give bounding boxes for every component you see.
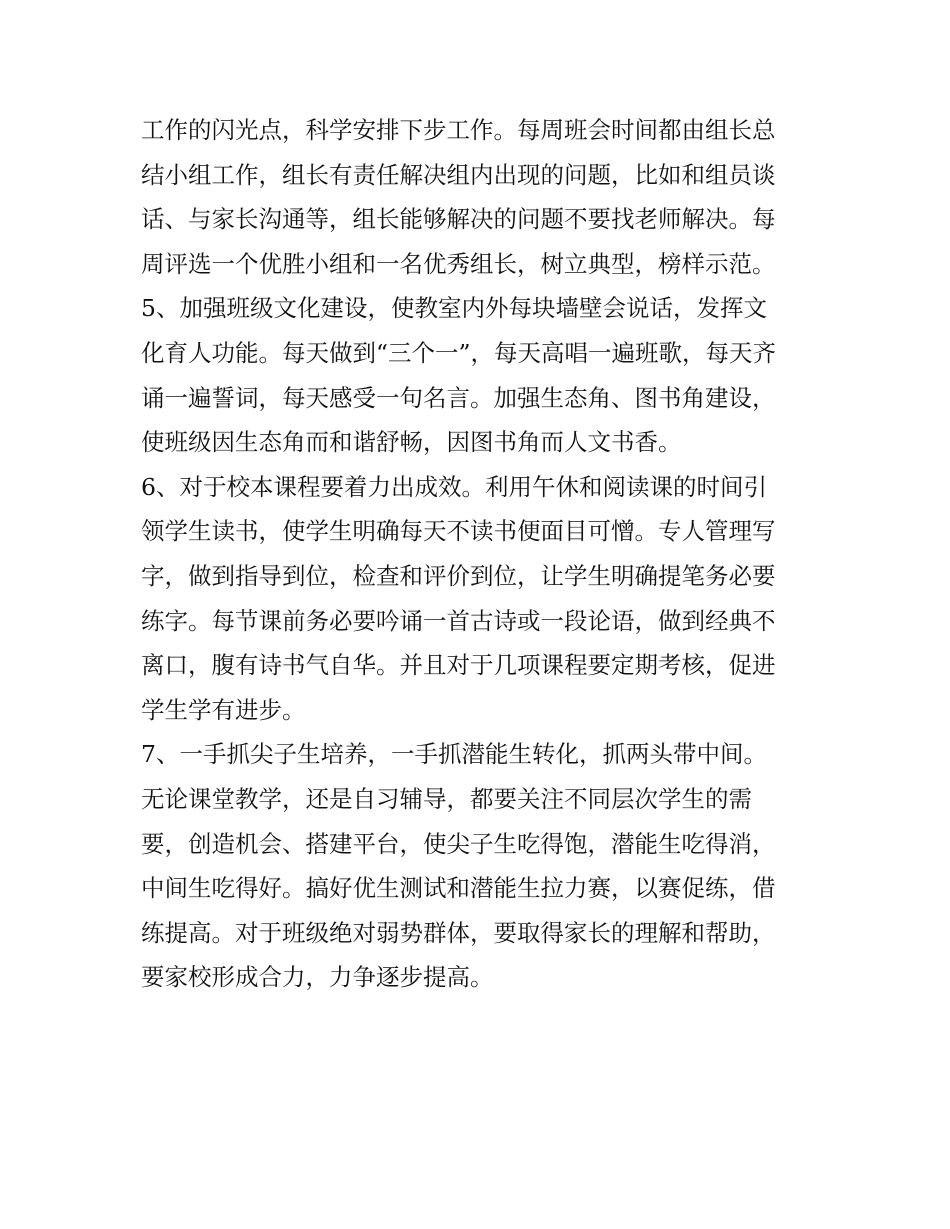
- text-line-16: 无论课堂教学，还是自习辅导，都要关注不同层次学生的需: [141, 784, 752, 813]
- text-line-11: 字，做到指导到位，检查和评价到位，让学生明确提笔务必要: [141, 561, 776, 590]
- text-line-17: 要，创造机会、搭建平台，使尖子生吃得饱，潜能生吃得消，: [141, 829, 776, 858]
- text-line-7: 诵一遍誓词，每天感受一句名言。加强生态角、图书角建设，: [141, 383, 776, 412]
- text-line-4: 周评选一个优胜小组和一名优秀组长，树立典型，榜样示范。: [141, 249, 776, 278]
- text-line-20: 要家校形成合力，力争逐步提高。: [141, 963, 494, 992]
- text-line-2: 结小组工作，组长有责任解决组内出现的问题，比如和组员谈: [141, 160, 776, 189]
- document-body: [141, 108, 821, 1000]
- text-line-13: 离口，腹有诗书气自华。并且对于几项课程要定期考核，促进: [141, 651, 776, 680]
- text-line-1: 工作的闪光点，科学安排下步工作。每周班会时间都由组长总: [141, 116, 776, 144]
- text-line-10: 领学生读书，使学生明确每天不读书便面目可憎。专人管理写: [141, 517, 776, 546]
- text-line-9: 6、对于校本课程要着力出成效。利用午休和阅读课的时间引: [141, 472, 767, 501]
- text-line-3: 话、与家长沟通等，组长能够解决的问题不要找老师解决。每: [141, 205, 776, 234]
- text-line-6: 化育人功能。每天做到“三个一”，每天高唱一遍班歌，每天齐: [141, 338, 777, 367]
- text-line-18: 中间生吃得好。搞好优生测试和潜能生拉力赛，以赛促练，借: [141, 874, 776, 903]
- text-line-5: 5、加强班级文化建设，使教室内外每块墙壁会说话，发挥文: [141, 294, 767, 323]
- text-line-8: 使班级因生态角而和谐舒畅，因图书角而人文书香。: [141, 428, 682, 457]
- text-line-19: 练提高。对于班级绝对弱势群体，要取得家长的理解和帮助，: [141, 918, 776, 947]
- text-line-14: 学生学有进步。: [141, 695, 306, 724]
- text-line-15: 7、一手抓尖子生培养，一手抓潜能生转化，抓两头带中间。: [141, 740, 767, 769]
- text-line-12: 练字。每节课前务必要吟诵一首古诗或一段论语，做到经典不: [141, 606, 776, 635]
